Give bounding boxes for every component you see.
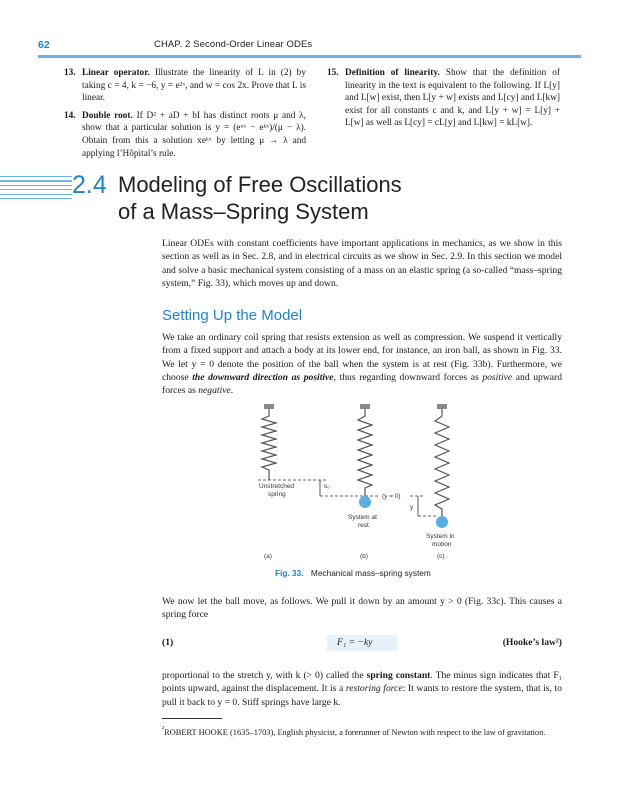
footnote-rule xyxy=(162,718,222,719)
ball-b xyxy=(359,496,371,508)
spring-constant-paragraph xyxy=(162,669,562,709)
support-a xyxy=(264,404,274,409)
label-unstretched: Unstretched xyxy=(259,483,295,490)
section-heading xyxy=(0,170,639,240)
spring-b xyxy=(358,409,372,496)
model-text-1: We take an ordinary coil spring that resists extension as well as compression. We suspend it vertically from a fixed support and attach a body at its lower end, for instance, an iron ball, as shown in Fig. 33. We let y = 0 denote the position of the ball when the system is at rest (Fig. 33b). Furthermore, we choose xyxy=(162,332,562,383)
problem-text: Illustrate the linearity of L in (2) by taking c = 4, k = −6, y = e²ˣ, and w = cos 2x. Prove that L is linear. xyxy=(82,68,306,104)
figure-caption-text: Mechanical mass–spring system xyxy=(310,568,431,578)
equation-1 xyxy=(162,637,562,653)
problem-number: 15. xyxy=(327,68,339,78)
model-text-4: . xyxy=(230,385,234,397)
equation-expression: F₁ = −ky xyxy=(337,637,373,648)
footnote xyxy=(162,724,562,738)
label-panel-a: (a) xyxy=(264,553,272,560)
page-number: 62 xyxy=(38,39,50,51)
model-negative: negative xyxy=(198,385,231,397)
after-eq-text-3: : It wants to restore the system, that is, to pull it back to y = 0. Stiff springs have large k. xyxy=(162,683,562,708)
problem-number: 13. xyxy=(64,68,76,78)
intro-paragraph: Linear ODEs with constant coefficients have important applications in mechanics, as we show in this section as well as in Sec. 2.8, and in electrical circuits as we show in Sec. 2.9. In this section we model and solve a basic mechanical system consisting of a mass on an elastic spring (a so-called “mass–spring system,” Fig. 33), which moves up and down. xyxy=(162,238,562,289)
label-rest-2: rest xyxy=(358,522,369,529)
figure-caption-label: Fig. 33. xyxy=(275,568,304,578)
spring-a xyxy=(262,409,276,480)
pull-paragraph: We now let the ball move, as follows. We pull it down by an amount y > 0 (Fig. 33c). This causes a spring force xyxy=(162,596,562,621)
restoring-force-term: restoring force xyxy=(345,683,403,695)
problem-15 xyxy=(327,67,560,130)
equation-law-name: (Hooke’s law²) xyxy=(502,637,562,648)
footnote-text: ROBERT HOOKE (1635–1703), English physicist, a forerunner of Newton with respect to the law of gravitation. xyxy=(164,727,546,737)
support-b xyxy=(360,404,370,409)
label-y: y xyxy=(410,504,414,511)
after-eq-text-1: proportional to the stretch y, with k (> 0) called the xyxy=(162,670,367,681)
problem-title: Definition of linearity. xyxy=(345,68,440,78)
section-title-line-2: of a Mass–Spring System xyxy=(118,199,369,224)
label-motion-2: motion xyxy=(432,541,452,548)
problem-text: Show that the definition of linearity in the text is equivalent to the following. If L[y] and L[w] exist, then L[y + w] exists and L[cy] and L[kw] exist for all constants c and k, and L[y + w] = L[y] + L[w] as well as L[cy] = cL[y] and L[kw] = kL[w]. xyxy=(345,68,560,129)
figure-caption xyxy=(275,568,431,578)
section-number: 2.4 xyxy=(72,171,107,199)
after-eq-text-2: . The minus sign indicates that F₁ points upward, against the displacement. It is a xyxy=(162,670,563,695)
problem-13 xyxy=(64,67,306,105)
spring-c xyxy=(435,409,449,516)
figure-33 xyxy=(240,404,480,564)
running-head: CHAP. 2 Second-Order Linear ODEs xyxy=(154,39,313,50)
problems-right-column xyxy=(327,67,560,135)
problem-number: 14. xyxy=(64,110,76,121)
model-paragraph xyxy=(162,331,562,397)
footnote-marker: ² xyxy=(162,725,165,733)
problems-left-column xyxy=(64,67,306,165)
section-title xyxy=(118,171,402,225)
label-panel-c: (c) xyxy=(437,553,445,560)
problem-title: Linear operator. xyxy=(82,68,150,78)
label-y0: (y = 0) xyxy=(382,493,401,500)
label-rest-1: System at xyxy=(348,514,377,521)
page-header xyxy=(0,0,639,60)
section-decoration xyxy=(0,176,72,202)
label-s0: s₀ xyxy=(324,483,330,490)
problem-14 xyxy=(64,110,306,160)
header-rule xyxy=(38,55,581,58)
support-c xyxy=(437,404,447,409)
spring-constant-term: spring constant xyxy=(366,670,431,681)
equation-number: (1) xyxy=(162,637,174,648)
model-text-2: , thus regarding downward forces as xyxy=(333,371,483,383)
ball-c xyxy=(436,516,448,528)
section-title-line-1: Modeling of Free Oscillations xyxy=(118,172,402,197)
problem-text: If D² + aD + bI has distinct roots μ and λ, show that a particular solution is y = (eᵘˣ − eᵏˣ)/(μ − λ). Obtain from this a solution xeᵏˣ by letting μ → λ and applying l’Hôpital’s rule. xyxy=(82,110,306,159)
label-motion-1: System in xyxy=(426,533,455,540)
label-spring: spring xyxy=(268,491,286,498)
model-positive: positive xyxy=(482,371,513,383)
subsection-title: Setting Up the Model xyxy=(162,307,303,324)
mass-spring-diagram xyxy=(240,404,480,564)
label-panel-b: (b) xyxy=(360,553,368,560)
problem-title: Double root. xyxy=(82,110,133,121)
model-emphasis: the downward direction as positive xyxy=(192,371,334,383)
model-text-3: and upward forces as xyxy=(162,371,563,397)
